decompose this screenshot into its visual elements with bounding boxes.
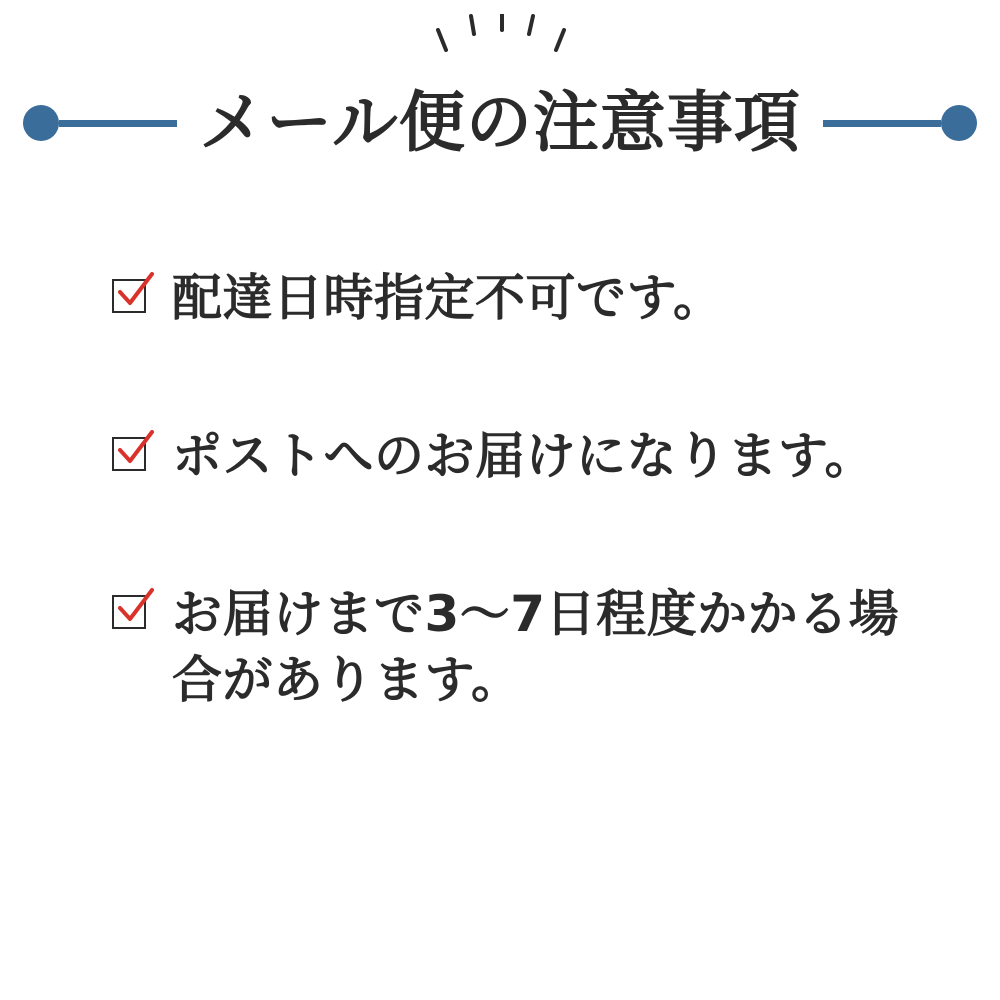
sparkle-lines-icon: [430, 14, 570, 64]
checked-checkbox-icon: [112, 595, 146, 629]
left-dot-icon: [23, 105, 59, 141]
notice-text: 配達日時指定不可です。: [172, 269, 724, 327]
notice-list: [112, 265, 932, 713]
right-dot-icon: [941, 105, 977, 141]
right-line-icon: [823, 120, 941, 127]
page-title: メール便の注意事項: [199, 84, 801, 161]
list-item: [112, 581, 932, 713]
header: [0, 0, 1000, 190]
left-decoration: [23, 105, 177, 141]
right-decoration: [823, 105, 977, 141]
notice-text: お届けまで3〜7日程度かかる場合があります。: [172, 585, 900, 709]
notice-text: ポストへのお届けになります。: [172, 427, 875, 485]
checked-checkbox-icon: [112, 437, 146, 471]
title-row: [0, 78, 1000, 168]
list-item: [112, 265, 932, 331]
left-line-icon: [59, 120, 177, 127]
checked-checkbox-icon: [112, 279, 146, 313]
list-item: [112, 423, 932, 489]
